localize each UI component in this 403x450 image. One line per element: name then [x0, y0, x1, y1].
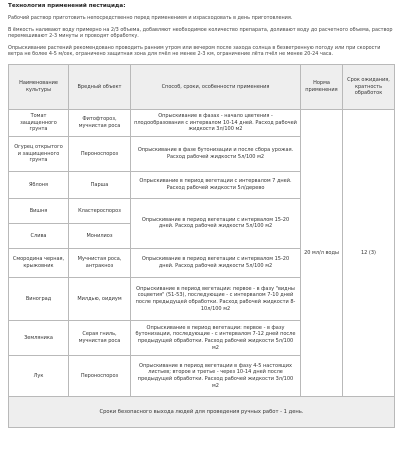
method-cell: Опрыскивание в период вегетации: первое - в фазу бутонизации, последующие - с интервалом 7-12 дней после предыдущей обработки. Расход рабочей жидкости 5л/100 м2 — [131, 320, 301, 355]
header-pest: Вредный объект — [69, 64, 131, 109]
method-cell: Опрыскивание в период вегетации: первое - в фазу "видны соцветия" (51-53), последующие - с интервалом 7-10 дней после предыдущей обработки. Расход рабочей жидкости 8-10л/100 м2 — [131, 277, 301, 320]
table-footer-row — [9, 396, 395, 427]
method-cell: Опрыскивание в период вегетации с интервалом 15-20 дней. Расход рабочей жидкости 5л/100 м2 — [131, 198, 301, 248]
crop-cell: Огурец открытого и защищенного грунта — [9, 136, 69, 171]
paragraph-3: Опрыскивание растений рекомендовано проводить ранним утром или вечером после захода солнца в безветренную погоду или при скорости ветра не более 4-5 м/сек, ограничено защитная зона для пчёл не менее 2-3 км, ограничение лёта пчёл не менее 20-24 часа. — [8, 44, 381, 58]
table-header-row — [9, 64, 395, 109]
pest-cell: Кластероспороз — [69, 198, 131, 223]
table-row — [9, 109, 395, 136]
method-cell: Опрыскивание в период вегетации в фазу 4-5 настоящих листьев; второе и третье - через 10-14 дней после предыдущей обработки. Расход рабочей жидкости 3л/100 м2 — [131, 355, 301, 396]
section-title: Технология применений пестицида: — [8, 3, 126, 9]
pest-cell: Пероноспороз — [69, 355, 131, 396]
paragraph-1: Рабочий раствор приготовить непосредственно перед применением и израсходовать в день приготовления. — [8, 15, 293, 21]
crop-cell: Томат защищенного грунта — [9, 109, 69, 136]
method-cell: Опрыскивание в фазах - начало цветения - плодообразования с интервалом 10-14 дней. Расход рабочей жидкости 3л/100 м2 — [131, 109, 301, 136]
pest-cell: Милдью, оидиум — [69, 277, 131, 320]
application-table — [8, 64, 395, 428]
crop-cell: Смородина черная, крыжовник — [9, 248, 69, 277]
footer-note: Сроки безопасного выхода людей для проведения ручных работ - 1 день. — [9, 396, 395, 427]
pest-cell: Серая гниль, мучнистая роса — [69, 320, 131, 355]
norm-cell: 20 мл/л воды — [301, 109, 343, 396]
crop-cell: Лук — [9, 355, 69, 396]
crop-cell: Вишня — [9, 198, 69, 223]
header-crop: Наименование культуры — [9, 64, 69, 109]
paragraph-2: В ёмкость наливают воду примерно на 2/3 объема, добавляют необходимое количество препарата, доливают воду до расчетного объема, раствор перемешивают 2-3 минуты и проводят обработку. — [8, 26, 393, 40]
method-cell: Опрыскивание в период вегетации с интервалом 7 дней. Расход рабочей жидкости 5л/дерево — [131, 171, 301, 198]
header-norm: Норма применения — [301, 64, 343, 109]
method-cell: Опрыскивание в фазе бутонизации и после сбора урожая. Расход рабочей жидкости 5л/100 м2 — [131, 136, 301, 171]
pest-cell: Фитофтороз, мучнистая роса — [69, 109, 131, 136]
header-method: Способ, сроки, особенности применения — [131, 64, 301, 109]
crop-cell: Виноград — [9, 277, 69, 320]
pest-cell: Мучнистая роса, антракноз — [69, 248, 131, 277]
pest-cell: Монилиоз — [69, 223, 131, 248]
pest-cell: Пероноспороз — [69, 136, 131, 171]
crop-cell: Яблоня — [9, 171, 69, 198]
method-cell: Опрыскивание в период вегетации с интервалом 15-20 дней. Расход рабочей жидкости 5л/100 м2 — [131, 248, 301, 277]
pest-cell: Парша — [69, 171, 131, 198]
crop-cell: Слива — [9, 223, 69, 248]
crop-cell: Земляника — [9, 320, 69, 355]
waiting-cell: 12 (3) — [343, 109, 395, 396]
header-waiting: Срок ожидания, кратность обработок — [343, 64, 395, 109]
